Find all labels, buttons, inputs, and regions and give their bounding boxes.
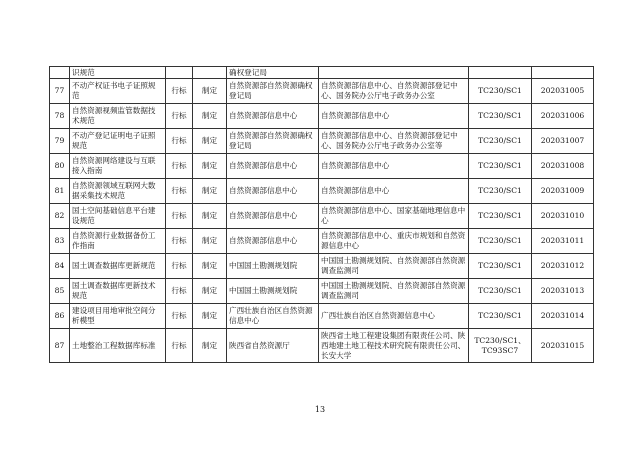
standards-table (49, 66, 594, 363)
lead-org-cell: 广西壮族自治区自然资源信息中心 (227, 304, 319, 329)
standard-type-cell: 行标 (166, 204, 193, 229)
standard-type-cell (166, 67, 193, 79)
standard-type-cell: 行标 (166, 79, 193, 104)
standard-name-cell: 国土空间基础信息平台建设规范 (70, 204, 166, 229)
plan-number-cell: 202031009 (532, 179, 594, 204)
technical-committee-cell: TC230/SC1、TC93SC7 (469, 329, 532, 363)
technical-committee-cell: TC230/SC1 (469, 279, 532, 304)
plan-number-cell: 202031015 (532, 329, 594, 363)
table-row (50, 329, 594, 363)
standard-name-cell: 自然资源视频监管数据技术规范 (70, 104, 166, 129)
row-number-cell: 83 (50, 229, 70, 254)
standard-type-cell: 行标 (166, 279, 193, 304)
standard-name-cell: 不动产权证书电子证照规范 (70, 79, 166, 104)
table-row (50, 154, 594, 179)
plan-number-cell: 202031012 (532, 254, 594, 279)
lead-org-cell: 自然资源部信息中心 (227, 229, 319, 254)
lead-org-cell: 自然资源部信息中心 (227, 179, 319, 204)
standard-name-cell: 不动产登记证明电子证照规范 (70, 129, 166, 154)
page-number: 13 (314, 405, 326, 414)
row-number-cell: 84 (50, 254, 70, 279)
drafting-units-cell: 中国国土勘测规划院、自然资源部自然资源调查监测司 (319, 279, 469, 304)
lead-org-cell: 自然资源部信息中心 (227, 204, 319, 229)
table-row (50, 204, 594, 229)
technical-committee-cell: TC230/SC1 (469, 79, 532, 104)
lead-org-cell: 中国国土勘测规划院 (227, 254, 319, 279)
row-number-cell: 79 (50, 129, 70, 154)
plan-number-cell: 202031011 (532, 229, 594, 254)
standard-name-cell: 自然资源行业数据备份工作指南 (70, 229, 166, 254)
standard-name-cell: 土地整治工程数据库标准 (70, 329, 166, 363)
standard-type-cell: 行标 (166, 329, 193, 363)
technical-committee-cell (469, 67, 532, 79)
row-number-cell: 78 (50, 104, 70, 129)
standard-name-cell: 建设项目用地审批空间分析模型 (70, 304, 166, 329)
drafting-units-cell: 自然资源部信息中心、自然资源部登记中心、国务院办公厅电子政务办公室 (319, 79, 469, 104)
drafting-units-cell: 中国国土勘测规划院、自然资源部自然资源调查监测司 (319, 254, 469, 279)
standard-type-cell: 行标 (166, 129, 193, 154)
drafting-units-cell: 自然资源部信息中心 (319, 179, 469, 204)
action-type-cell: 制定 (193, 179, 227, 204)
standard-type-cell: 行标 (166, 304, 193, 329)
drafting-units-cell: 陕西省土地工程建设集团有限责任公司、陕西地建土地工程技术研究院有限责任公司、长安大学 (319, 329, 469, 363)
action-type-cell: 制定 (193, 79, 227, 104)
standard-type-cell: 行标 (166, 154, 193, 179)
lead-org-cell: 自然资源部自然资源确权登记局 (227, 79, 319, 104)
action-type-cell: 制定 (193, 329, 227, 363)
technical-committee-cell: TC230/SC1 (469, 204, 532, 229)
action-type-cell: 制定 (193, 304, 227, 329)
action-type-cell: 制定 (193, 279, 227, 304)
drafting-units-cell: 广西壮族自治区自然资源信息中心 (319, 304, 469, 329)
drafting-units-cell: 自然资源部信息中心、重庆市规划和自然资源信息中心 (319, 229, 469, 254)
standard-name-cell: 国土调查数据库更新技术规范 (70, 279, 166, 304)
plan-number-cell: 202031008 (532, 154, 594, 179)
row-number-cell: 77 (50, 79, 70, 104)
drafting-units-cell: 自然资源部信息中心 (319, 104, 469, 129)
table-row (50, 67, 594, 79)
table-row (50, 104, 594, 129)
lead-org-cell: 陕西省自然资源厅 (227, 329, 319, 363)
technical-committee-cell: TC230/SC1 (469, 104, 532, 129)
table-row (50, 304, 594, 329)
action-type-cell: 制定 (193, 104, 227, 129)
technical-committee-cell: TC230/SC1 (469, 179, 532, 204)
technical-committee-cell: TC230/SC1 (469, 154, 532, 179)
plan-number-cell: 202031013 (532, 279, 594, 304)
drafting-units-cell (319, 67, 469, 79)
plan-number-cell: 202031006 (532, 104, 594, 129)
table-row (50, 79, 594, 104)
row-number-cell: 86 (50, 304, 70, 329)
standard-name-cell: 自然资源网络建设与互联接入指南 (70, 154, 166, 179)
plan-number-cell (532, 67, 594, 79)
plan-number-cell: 202031014 (532, 304, 594, 329)
technical-committee-cell: TC230/SC1 (469, 304, 532, 329)
plan-number-cell: 202031007 (532, 129, 594, 154)
standard-name-cell: 自然资源领域互联网大数据采集技术规范 (70, 179, 166, 204)
table-row (50, 129, 594, 154)
table-row (50, 254, 594, 279)
standard-type-cell: 行标 (166, 229, 193, 254)
row-number-cell: 85 (50, 279, 70, 304)
table-body (50, 67, 594, 363)
standard-type-cell: 行标 (166, 179, 193, 204)
action-type-cell: 制定 (193, 154, 227, 179)
action-type-cell: 制定 (193, 129, 227, 154)
row-number-cell: 80 (50, 154, 70, 179)
table-row (50, 229, 594, 254)
standard-type-cell: 行标 (166, 104, 193, 129)
plan-number-cell: 202031005 (532, 79, 594, 104)
drafting-units-cell: 自然资源部信息中心、国家基础地理信息中心 (319, 204, 469, 229)
standard-name-cell: 国土调查数据库更新规范 (70, 254, 166, 279)
row-number-cell: 87 (50, 329, 70, 363)
lead-org-cell: 自然资源部信息中心 (227, 104, 319, 129)
standard-type-cell: 行标 (166, 254, 193, 279)
drafting-units-cell: 自然资源部信息中心、自然资源部登记中心、国务院办公厅电子政务办公室等 (319, 129, 469, 154)
row-number-cell: 81 (50, 179, 70, 204)
action-type-cell: 制定 (193, 254, 227, 279)
drafting-units-cell: 自然资源部信息中心 (319, 154, 469, 179)
technical-committee-cell: TC230/SC1 (469, 229, 532, 254)
lead-org-cell: 自然资源部自然资源确权登记局 (227, 129, 319, 154)
action-type-cell (193, 67, 227, 79)
table-row (50, 279, 594, 304)
lead-org-cell: 中国国土勘测规划院 (227, 279, 319, 304)
row-number-cell: 82 (50, 204, 70, 229)
row-number-cell (50, 67, 70, 79)
lead-org-cell: 自然资源部信息中心 (227, 154, 319, 179)
plan-number-cell: 202031010 (532, 204, 594, 229)
technical-committee-cell: TC230/SC1 (469, 254, 532, 279)
lead-org-cell: 确权登记局 (227, 67, 319, 79)
standard-name-cell: 识规范 (70, 67, 166, 79)
technical-committee-cell: TC230/SC1 (469, 129, 532, 154)
table-row (50, 179, 594, 204)
action-type-cell: 制定 (193, 204, 227, 229)
action-type-cell: 制定 (193, 229, 227, 254)
